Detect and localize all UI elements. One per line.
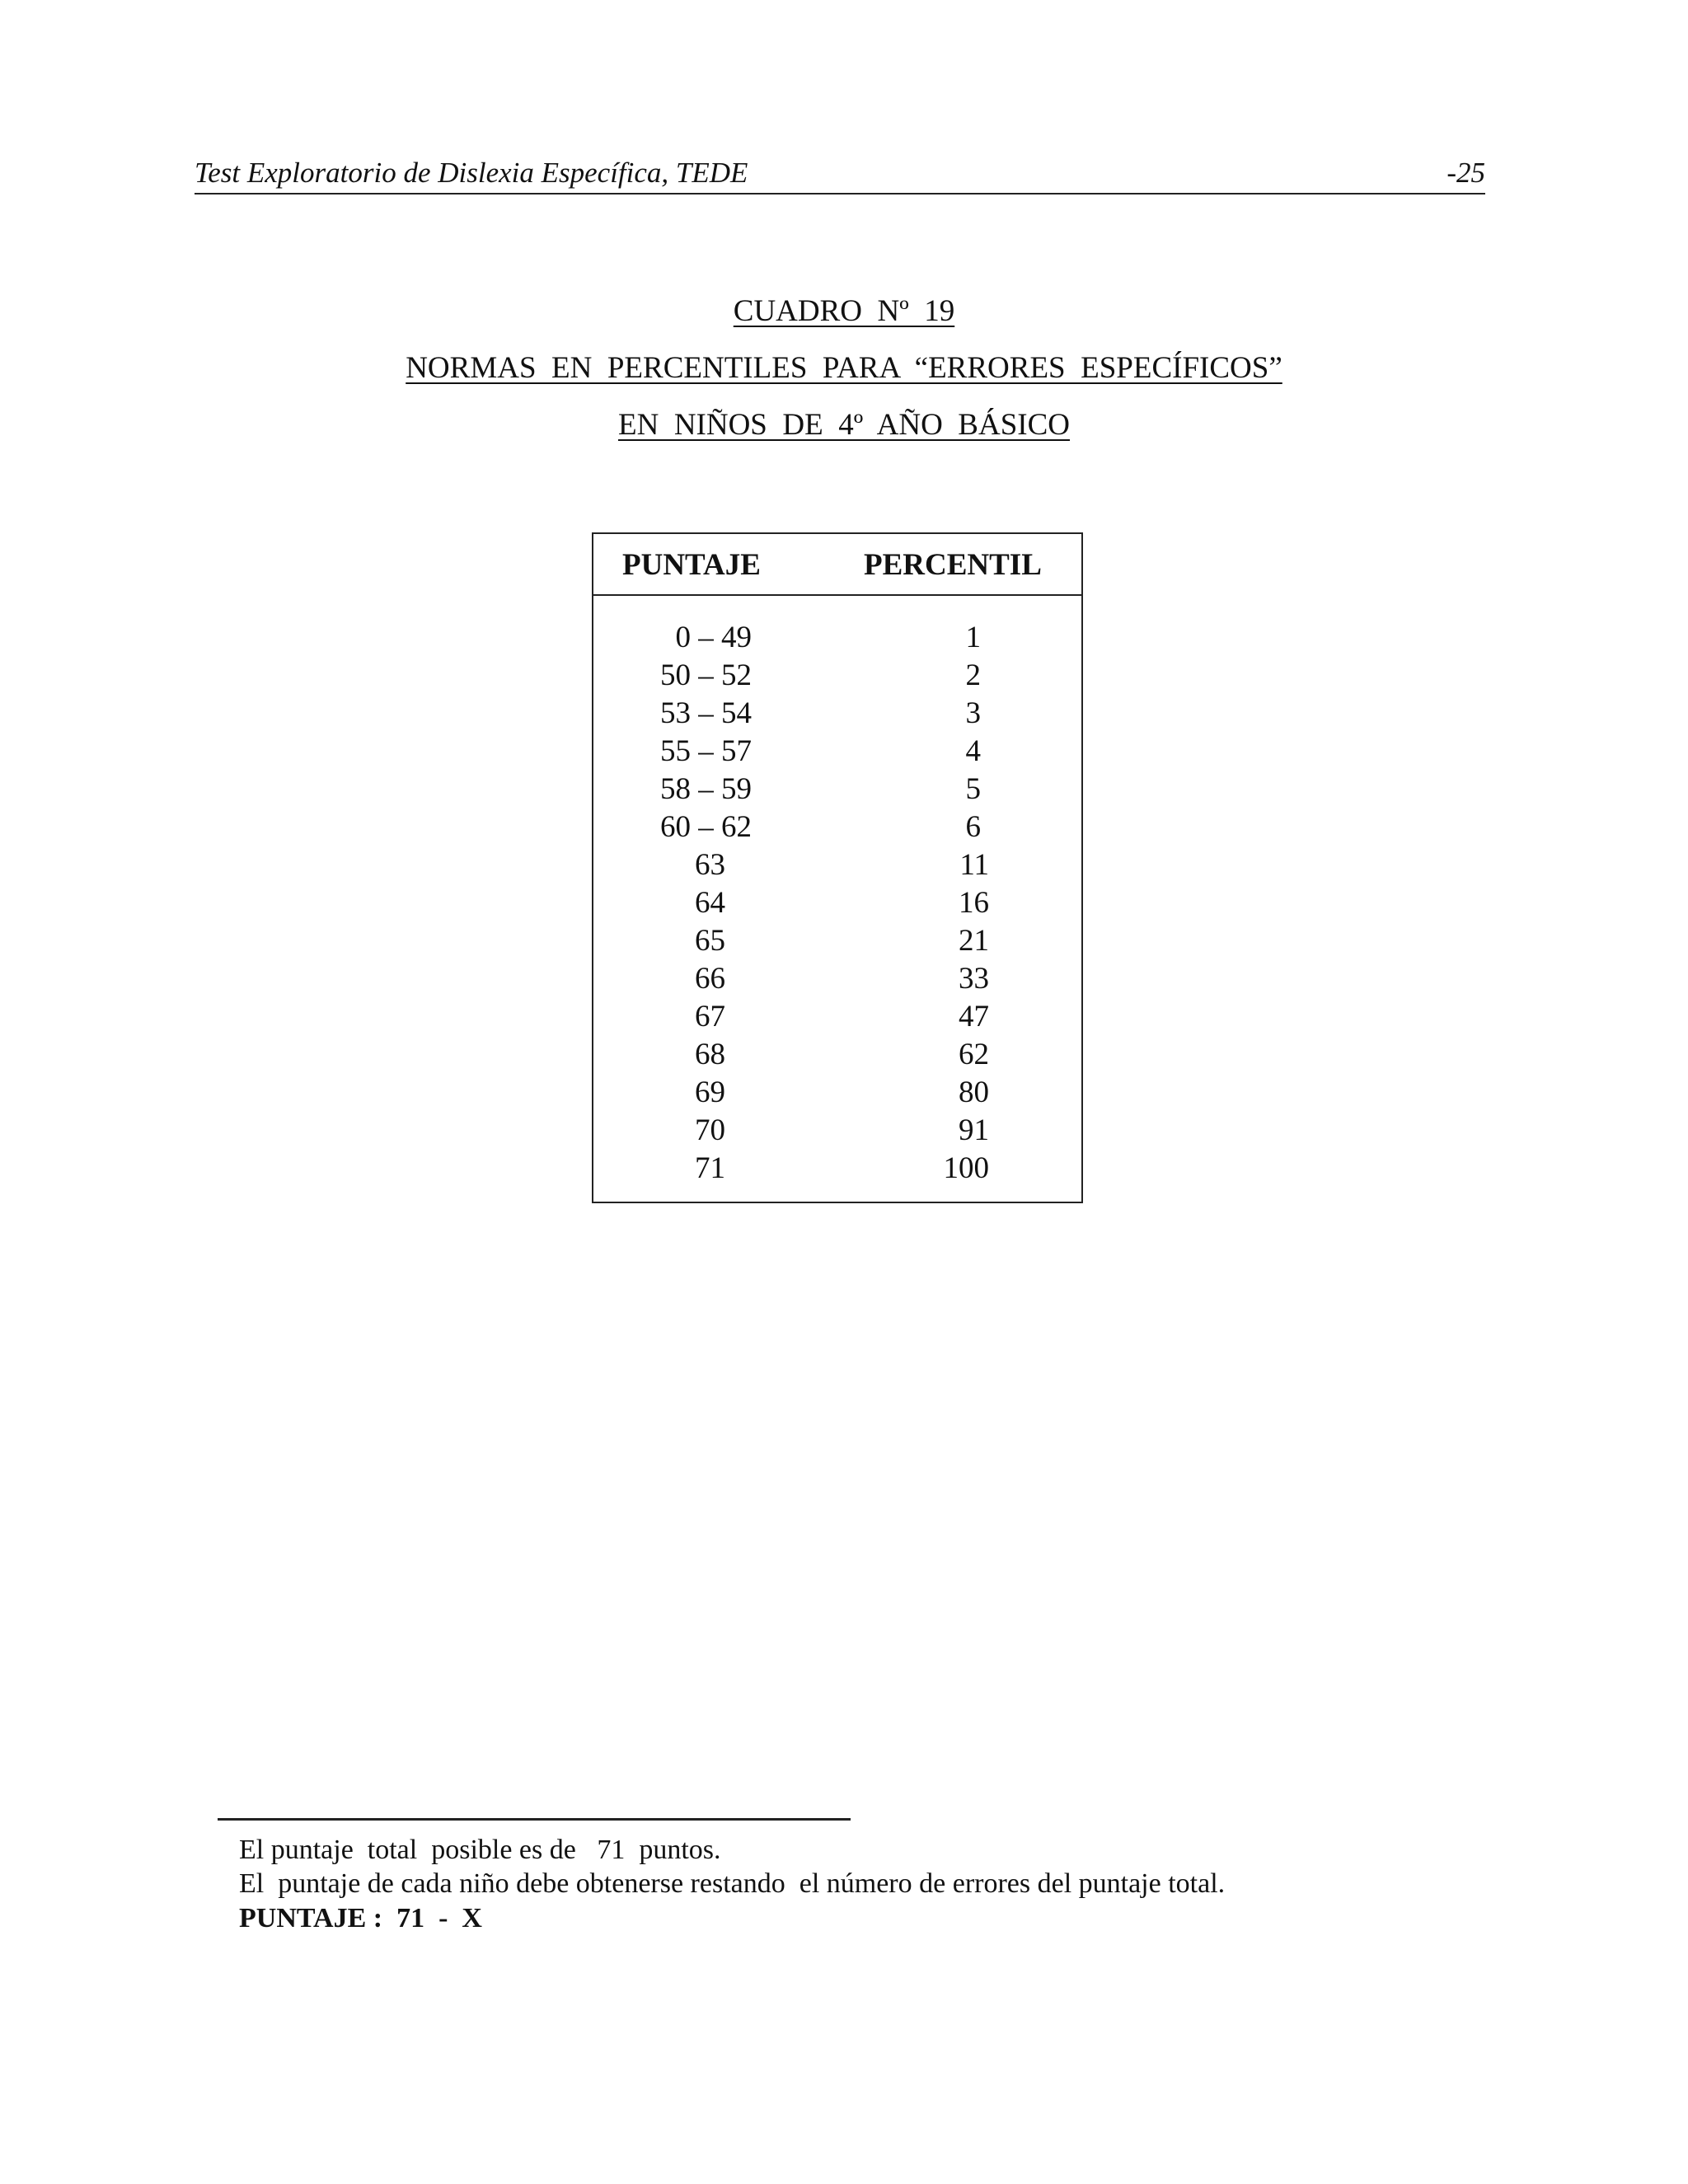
cell-percentil: 6 [965, 810, 981, 844]
cell-percentil: 33 [959, 962, 989, 996]
cell-puntaje: 67 [695, 1000, 725, 1033]
column-header-percentil: PERCENTIL [864, 548, 1042, 582]
table-row [593, 961, 1081, 999]
cell-percentil: 5 [965, 772, 981, 806]
table-row [593, 733, 1081, 771]
cell-percentil: 2 [965, 658, 981, 692]
table-row [593, 999, 1081, 1037]
table-row [593, 658, 1081, 696]
page-number: -25 [1447, 157, 1485, 189]
cell-puntaje: 60 – 62 [660, 810, 752, 844]
cell-puntaje: 55 – 57 [660, 734, 752, 768]
cell-puntaje: 50 – 52 [660, 658, 752, 692]
footnote-formula: PUNTAJE : 71 - X [239, 1903, 482, 1933]
footnote-line-2: El puntaje de cada niño debe obtenerse restando el número de errores del puntaje total. [239, 1868, 1226, 1899]
cell-percentil: 47 [959, 1000, 989, 1033]
cell-puntaje: 63 [695, 848, 725, 882]
cell-puntaje: 65 [695, 924, 725, 958]
column-header-puntaje: PUNTAJE [622, 548, 761, 582]
cell-puntaje: 69 [695, 1076, 725, 1109]
table-caption-subtitle [0, 407, 1688, 443]
table-body [593, 620, 1081, 1188]
cell-puntaje: 53 – 54 [660, 696, 752, 730]
cell-percentil: 4 [965, 734, 981, 768]
cell-percentil: 21 [959, 924, 989, 958]
cell-percentil: 16 [959, 886, 989, 920]
document-title: Test Exploratorio de Dislexia Específica, TEDE [195, 157, 748, 189]
table-header [593, 534, 1081, 596]
cell-puntaje: 66 [695, 962, 725, 996]
table-row [593, 809, 1081, 847]
table-row [593, 1037, 1081, 1075]
table-row [593, 771, 1081, 809]
cell-puntaje: 71 [695, 1151, 725, 1185]
table-row [593, 620, 1081, 658]
cell-puntaje: 68 [695, 1038, 725, 1071]
cell-percentil: 1 [965, 621, 981, 654]
cell-percentil: 62 [959, 1038, 989, 1071]
table-caption-title [0, 350, 1688, 386]
footnote-line-1: El puntaje total posible es de 71 puntos. [239, 1835, 721, 1865]
table-row [593, 923, 1081, 961]
table-row [593, 885, 1081, 923]
cell-puntaje: 0 – 49 [675, 621, 752, 654]
cell-puntaje: 64 [695, 886, 725, 920]
table-row [593, 847, 1081, 885]
table-row [593, 1113, 1081, 1151]
table-caption-number [0, 293, 1688, 329]
caption-line-3: EN NIÑOS DE 4º AÑO BÁSICO [618, 408, 1070, 442]
cell-percentil: 80 [959, 1076, 989, 1109]
cell-percentil: 100 [943, 1151, 989, 1185]
table-row [593, 1151, 1081, 1188]
page-header [195, 157, 1485, 194]
cell-puntaje: 58 – 59 [660, 772, 752, 806]
footnote-separator [218, 1818, 851, 1821]
caption-line-2: NORMAS EN PERCENTILES PARA “ERRORES ESPECÍFICOS” [406, 351, 1282, 385]
table-row [593, 696, 1081, 733]
cell-puntaje: 70 [695, 1113, 725, 1147]
cell-percentil: 3 [965, 696, 981, 730]
table-row [593, 1075, 1081, 1113]
caption-line-1: CUADRO Nº 19 [733, 294, 955, 328]
cell-percentil: 11 [959, 848, 989, 882]
cell-percentil: 91 [959, 1113, 989, 1147]
percentile-table [592, 532, 1083, 1203]
